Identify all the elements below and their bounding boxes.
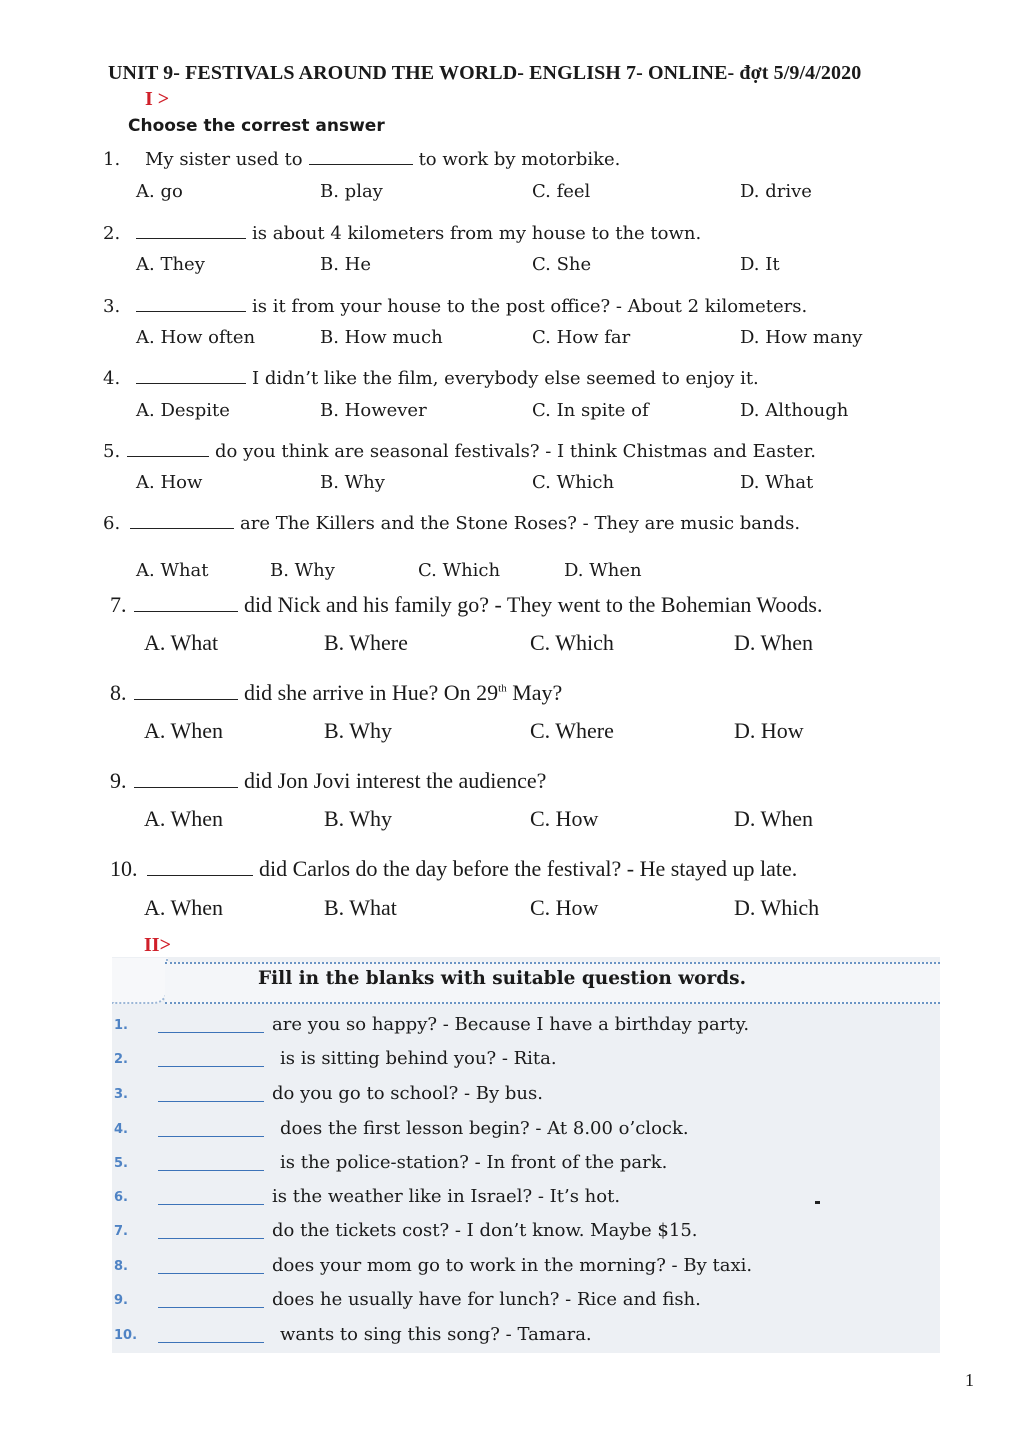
- answer-option-c[interactable]: C. How far: [532, 327, 631, 348]
- box-tab-decoration: [112, 958, 168, 1004]
- answer-option-c[interactable]: C. In spite of: [532, 400, 649, 421]
- fill-item-number: 8.: [114, 1259, 128, 1274]
- section-1-label: I >: [145, 88, 170, 110]
- fill-item-number: 1.: [114, 1018, 128, 1033]
- answer-option-a[interactable]: A. When: [144, 718, 224, 743]
- answer-option-b[interactable]: B. Why: [270, 560, 335, 581]
- answer-option-d[interactable]: D. drive: [740, 181, 812, 202]
- answer-option-a[interactable]: A. go: [136, 181, 183, 202]
- question-number: 2.: [103, 223, 121, 244]
- answer-option-b[interactable]: B. Why: [320, 472, 385, 493]
- question-10: [110, 856, 797, 882]
- question-number: 4.: [103, 368, 121, 389]
- answer-option-d[interactable]: D. When: [564, 560, 642, 581]
- fill-blank[interactable]: [158, 1134, 264, 1137]
- fill-item-text: does he usually have for lunch? - Rice and fish.: [272, 1289, 701, 1310]
- speck-mark: [815, 1201, 820, 1204]
- question-text: do you think are seasonal festivals? - I think Chistmas and Easter.: [215, 441, 816, 462]
- answer-option-b[interactable]: B. However: [320, 400, 427, 421]
- question-text: did Jon Jovi interest the audience?: [244, 768, 547, 793]
- section-2-label: II>: [144, 934, 171, 956]
- answer-option-b[interactable]: B. What: [324, 895, 397, 920]
- answer-option-a[interactable]: A. How often: [136, 327, 256, 348]
- answer-blank[interactable]: [134, 771, 238, 788]
- question-8: [110, 680, 562, 706]
- answer-option-b[interactable]: B. Where: [324, 630, 408, 655]
- question-5: [103, 440, 816, 462]
- fill-item-number: 2.: [114, 1052, 128, 1067]
- fill-blank[interactable]: [158, 1064, 264, 1067]
- answer-option-d[interactable]: D. Although: [740, 400, 849, 421]
- answer-option-c[interactable]: C. She: [532, 254, 592, 275]
- answer-option-b[interactable]: B. How much: [320, 327, 443, 348]
- fill-item-number: 7.: [114, 1224, 128, 1239]
- answer-option-d[interactable]: D. How: [734, 718, 804, 743]
- question-7: [110, 592, 823, 618]
- question-9: [110, 768, 546, 794]
- section-1-instruction: Choose the correst answer: [128, 116, 385, 136]
- question-number: 6.: [103, 513, 121, 534]
- question-number: 5.: [103, 441, 121, 462]
- answer-blank[interactable]: [136, 222, 246, 239]
- answer-blank[interactable]: [134, 683, 238, 700]
- question-number: 9.: [110, 768, 127, 793]
- answer-option-d[interactable]: D. It: [740, 254, 780, 275]
- fill-item-number: 4.: [114, 1122, 128, 1137]
- fill-blank[interactable]: [158, 1271, 264, 1274]
- page-number: 1: [965, 1370, 974, 1390]
- answer-option-d[interactable]: D. When: [734, 806, 814, 831]
- section-2-instruction: Fill in the blanks with suitable question words.: [258, 968, 747, 989]
- question-text: to work by motorbike.: [418, 149, 621, 170]
- question-4: [103, 367, 759, 389]
- fill-blank[interactable]: [158, 1340, 264, 1343]
- question-text: is it from your house to the post office? - About 2 kilometers.: [252, 296, 808, 317]
- answer-blank[interactable]: [136, 295, 246, 312]
- fill-blank[interactable]: [158, 1168, 264, 1171]
- answer-option-a[interactable]: A. When: [144, 806, 224, 831]
- answer-blank[interactable]: [134, 595, 238, 612]
- fill-blank[interactable]: [158, 1305, 264, 1308]
- fill-blank[interactable]: [158, 1202, 264, 1205]
- superscript: th: [498, 682, 507, 695]
- answer-option-c[interactable]: C. Which: [418, 560, 501, 581]
- fill-item-text: does the first lesson begin? - At 8.00 o’clock.: [280, 1118, 689, 1139]
- answer-option-c[interactable]: C. Which: [530, 630, 614, 655]
- answer-option-d[interactable]: D. Which: [734, 895, 820, 920]
- fill-item-text: do you go to school? - By bus.: [272, 1083, 543, 1104]
- answer-blank[interactable]: [309, 148, 413, 165]
- answer-blank[interactable]: [147, 859, 253, 876]
- answer-blank[interactable]: [136, 367, 246, 384]
- fill-item-text: wants to sing this song? - Tamara.: [280, 1324, 592, 1345]
- question-number: 3.: [103, 296, 121, 317]
- page-title: UNIT 9- FESTIVALS AROUND THE WORLD- ENGLISH 7- ONLINE- đợt 5/9/4/2020: [108, 62, 862, 84]
- fill-blank[interactable]: [158, 1099, 264, 1102]
- answer-option-c[interactable]: C. Where: [530, 718, 614, 743]
- fill-item-text: is the weather like in Israel? - It’s hot.: [272, 1186, 621, 1207]
- answer-blank[interactable]: [130, 512, 234, 529]
- question-6: [103, 512, 800, 534]
- question-text: is about 4 kilometers from my house to the town.: [252, 223, 702, 244]
- question-number: 7.: [110, 592, 127, 617]
- fill-item-text: does your mom go to work in the morning? - By taxi.: [272, 1255, 753, 1276]
- question-text-before: My sister used to: [145, 149, 303, 170]
- fill-item-number: 6.: [114, 1190, 128, 1205]
- fill-blank[interactable]: [158, 1236, 264, 1239]
- fill-item-text: are you so happy? - Because I have a birthday party.: [272, 1014, 750, 1035]
- question-3: [103, 295, 807, 317]
- fill-item-text: is the police-station? - In front of the park.: [280, 1152, 668, 1173]
- answer-option-b[interactable]: B. He: [320, 254, 372, 275]
- question-1: [103, 148, 620, 170]
- fill-item-number: 5.: [114, 1156, 128, 1171]
- question-text: did Nick and his family go? - They went to the Bohemian Woods.: [244, 592, 823, 617]
- answer-option-b[interactable]: B. Why: [324, 718, 393, 743]
- answer-option-a[interactable]: A. They: [136, 254, 205, 275]
- question-text: did she arrive in Hue? On 29: [244, 680, 499, 705]
- answer-option-c[interactable]: C. How: [530, 895, 599, 920]
- fill-item-number: 10.: [114, 1328, 138, 1343]
- fill-item-text: do the tickets cost? - I don’t know. Maybe $15.: [272, 1220, 698, 1241]
- question-number: 1.: [103, 149, 121, 170]
- answer-option-a[interactable]: A. What: [144, 630, 219, 655]
- question-text: did Carlos do the day before the festival? - He stayed up late.: [259, 856, 798, 881]
- question-number: 10.: [110, 856, 138, 881]
- question-text: are The Killers and the Stone Roses? - They are music bands.: [240, 513, 801, 534]
- answer-option-d[interactable]: D. What: [740, 472, 814, 493]
- answer-option-a[interactable]: A. How: [136, 472, 203, 493]
- answer-blank[interactable]: [127, 440, 209, 457]
- fill-item-number: 3.: [114, 1087, 128, 1102]
- answer-option-a[interactable]: A. What: [136, 560, 209, 581]
- answer-option-a[interactable]: A. When: [144, 895, 224, 920]
- answer-option-c[interactable]: C. How: [530, 806, 599, 831]
- answer-option-a[interactable]: A. Despite: [136, 400, 230, 421]
- answer-option-d[interactable]: D. When: [734, 630, 814, 655]
- question-number: 8.: [110, 680, 127, 705]
- question-2: [103, 222, 701, 244]
- answer-option-b[interactable]: B. play: [320, 181, 383, 202]
- answer-option-b[interactable]: B. Why: [324, 806, 393, 831]
- question-text-end: May?: [506, 680, 563, 705]
- answer-option-c[interactable]: C. Which: [532, 472, 615, 493]
- question-text: I didn’t like the film, everybody else seemed to enjoy it.: [252, 368, 759, 389]
- answer-option-c[interactable]: C. feel: [532, 181, 591, 202]
- fill-item-number: 9.: [114, 1293, 128, 1308]
- fill-item-text: is is sitting behind you? - Rita.: [280, 1048, 557, 1069]
- fill-blank[interactable]: [158, 1030, 264, 1033]
- answer-option-d[interactable]: D. How many: [740, 327, 863, 348]
